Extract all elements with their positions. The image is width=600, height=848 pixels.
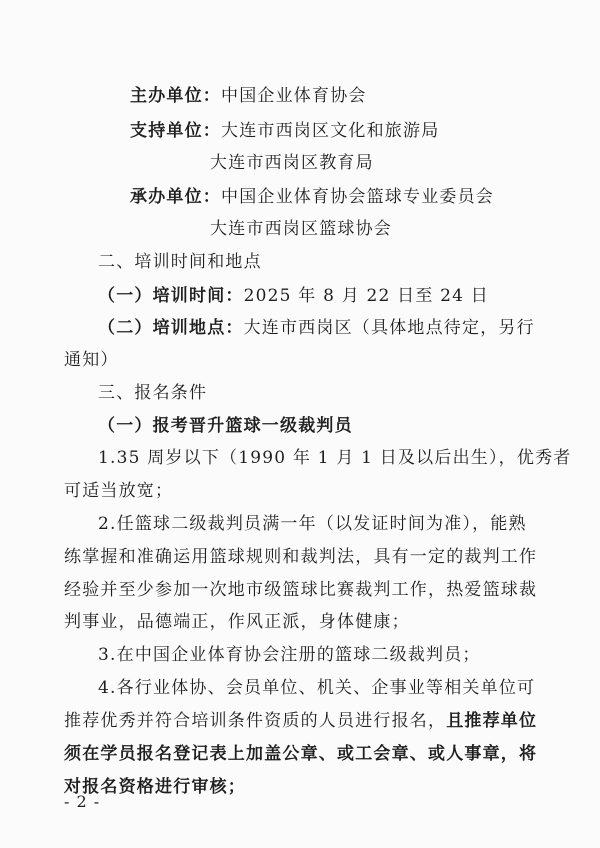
support-label: 支持单位： [130, 121, 221, 141]
training-place-row [98, 316, 535, 340]
item-3-line-1: 3.在中国企业体育协会注册的篮球二级裁判员； [98, 645, 481, 665]
item-4-line-2 [64, 709, 537, 733]
support-value-2: 大连市西岗区教育局 [210, 153, 374, 173]
item-1-line-1: 1.35 周岁以下（1990 年 1 月 1 日及以后出生），优秀者 [98, 448, 572, 468]
support-row [130, 119, 439, 143]
training-time-label: （一）培训时间： [98, 286, 244, 306]
host-row [130, 84, 367, 108]
item-4-line-2-normal: 推荐优秀并符合培训条件资质的人员进行报名， [64, 711, 447, 731]
page-number: - 2 - [64, 792, 101, 811]
item-1-line-2: 可适当放宽； [64, 481, 174, 501]
item-4-line-2-bold: 且推荐单位 [446, 711, 538, 731]
item-2-line-1: 2.任篮球二级裁判员满一年（以发证时间为准），能熟 [98, 514, 527, 534]
section-3-heading: 三、报名条件 [98, 383, 208, 403]
host-label: 主办单位： [130, 86, 221, 106]
item-4-line-1: 4.各行业体协、会员单位、机关、企事业等相关单位可 [98, 678, 536, 698]
organizer-value-2: 大连市西岗区篮球协会 [210, 219, 392, 239]
item-4-line-4: 对报名资格进行审核； [64, 777, 246, 797]
training-time-row [98, 284, 489, 308]
section-2-heading: 二、培训时间和地点 [98, 252, 262, 272]
item-2-line-4: 判事业，品德端正，作风正派，身体健康； [64, 612, 410, 632]
training-place-value: 大连市西岗区（具体地点待定，另行 [243, 318, 535, 338]
host-value: 中国企业体育协会 [221, 86, 367, 106]
training-time-value: 2025 年 8 月 22 日至 24 日 [243, 286, 489, 306]
training-place-continued: 通知） [64, 350, 119, 370]
subsection-1-heading: （一）报考晋升篮球一级裁判员 [98, 416, 353, 436]
organizer-row [130, 185, 494, 209]
support-value-1: 大连市西岗区文化和旅游局 [221, 121, 440, 141]
training-place-label: （二）培训地点： [98, 318, 244, 338]
item-4-line-3: 须在学员报名登记表上加盖公章、或工会章、或人事章，将 [64, 744, 538, 764]
item-2-line-2: 练掌握和准确运用篮球规则和裁判法，具有一定的裁判工作 [64, 547, 538, 567]
item-2-line-3: 经验并至少参加一次地市级篮球比赛裁判工作，热爱篮球裁 [64, 580, 538, 600]
organizer-label: 承办单位： [130, 187, 221, 207]
organizer-value-1: 中国企业体育协会篮球专业委员会 [221, 187, 494, 207]
